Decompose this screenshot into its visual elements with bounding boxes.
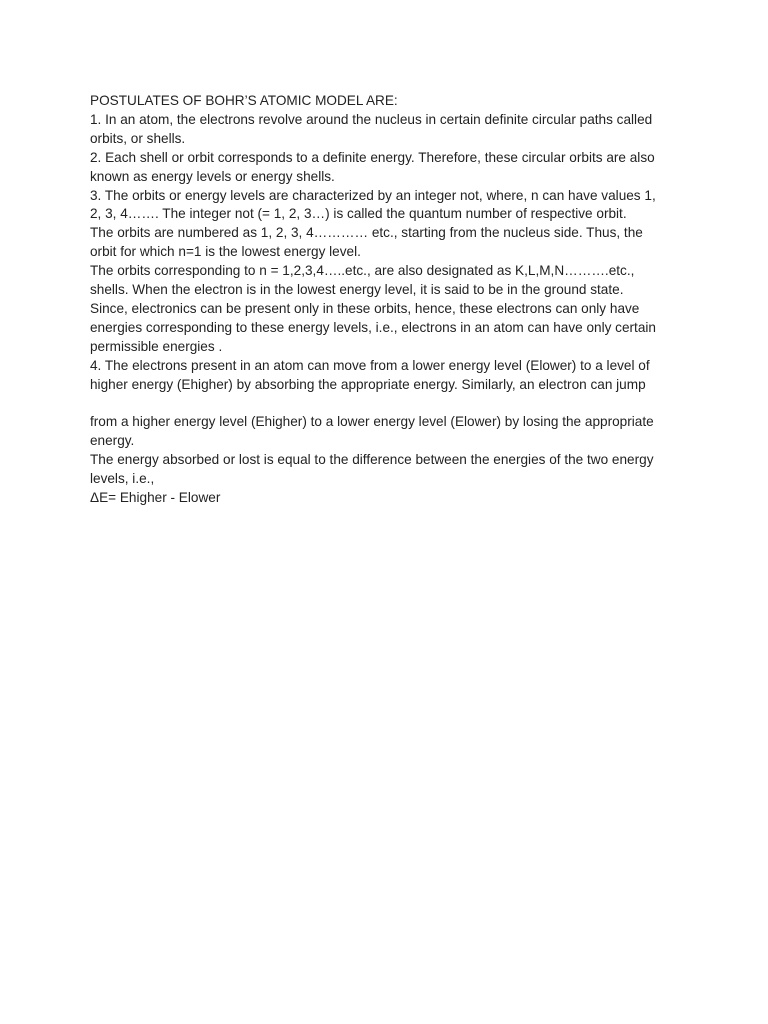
- equation-line: ΔE= Ehigher - Elower: [90, 490, 221, 506]
- text-line: levels, i.e.,: [90, 471, 155, 487]
- text-line: energy.: [90, 433, 135, 449]
- document-heading: POSTULATES OF BOHR’S ATOMIC MODEL ARE:: [90, 93, 398, 108]
- text-line: 2, 3, 4……. The integer not (= 1, 2, 3…) is called the quantum number of respective orbit.: [90, 206, 627, 222]
- text-line: known as energy levels or energy shells.: [90, 168, 335, 184]
- text-line: The orbits corresponding to n = 1,2,3,4…..etc., are also designated as K,L,M,N……….etc.,: [90, 263, 635, 279]
- text-line: The orbits are numbered as 1, 2, 3, 4………… etc., starting from the nucleus side. Thus, the: [90, 225, 643, 241]
- text-line: 4. The electrons present in an atom can move from a lower energy level (Elower) to a level of: [90, 357, 650, 373]
- text-line: shells. When the electron is in the lowest energy level, it is said to be in the ground state.: [90, 282, 624, 298]
- text-line: The energy absorbed or lost is equal to the difference between the energies of the two energy: [90, 452, 654, 468]
- text-line: 1. In an atom, the electrons revolve around the nucleus in certain definite circular paths called: [90, 111, 653, 127]
- text-line: orbits, or shells.: [90, 130, 186, 146]
- text-line: energies corresponding to these energy levels, i.e., electrons in an atom can have only certain: [90, 319, 656, 335]
- text-line: higher energy (Ehigher) by absorbing the appropriate energy. Similarly, an electron can jump: [90, 376, 646, 392]
- text-line: from a higher energy level (Ehigher) to a lower energy level (Elower) by losing the appropriate: [90, 414, 654, 430]
- text-line: permissible energies .: [90, 338, 223, 354]
- text-line: Since, electronics can be present only in these orbits, hence, these electrons can only have: [90, 300, 640, 316]
- text-line: 3. The orbits or energy levels are characterized by an integer not, where, n can have values 1,: [90, 187, 656, 203]
- text-line: orbit for which n=1 is the lowest energy level.: [90, 244, 361, 260]
- document-body: [90, 92, 680, 508]
- text-line: 2. Each shell or orbit corresponds to a definite energy. Therefore, these circular orbits are also: [90, 149, 655, 165]
- paragraph-gap: [90, 395, 680, 414]
